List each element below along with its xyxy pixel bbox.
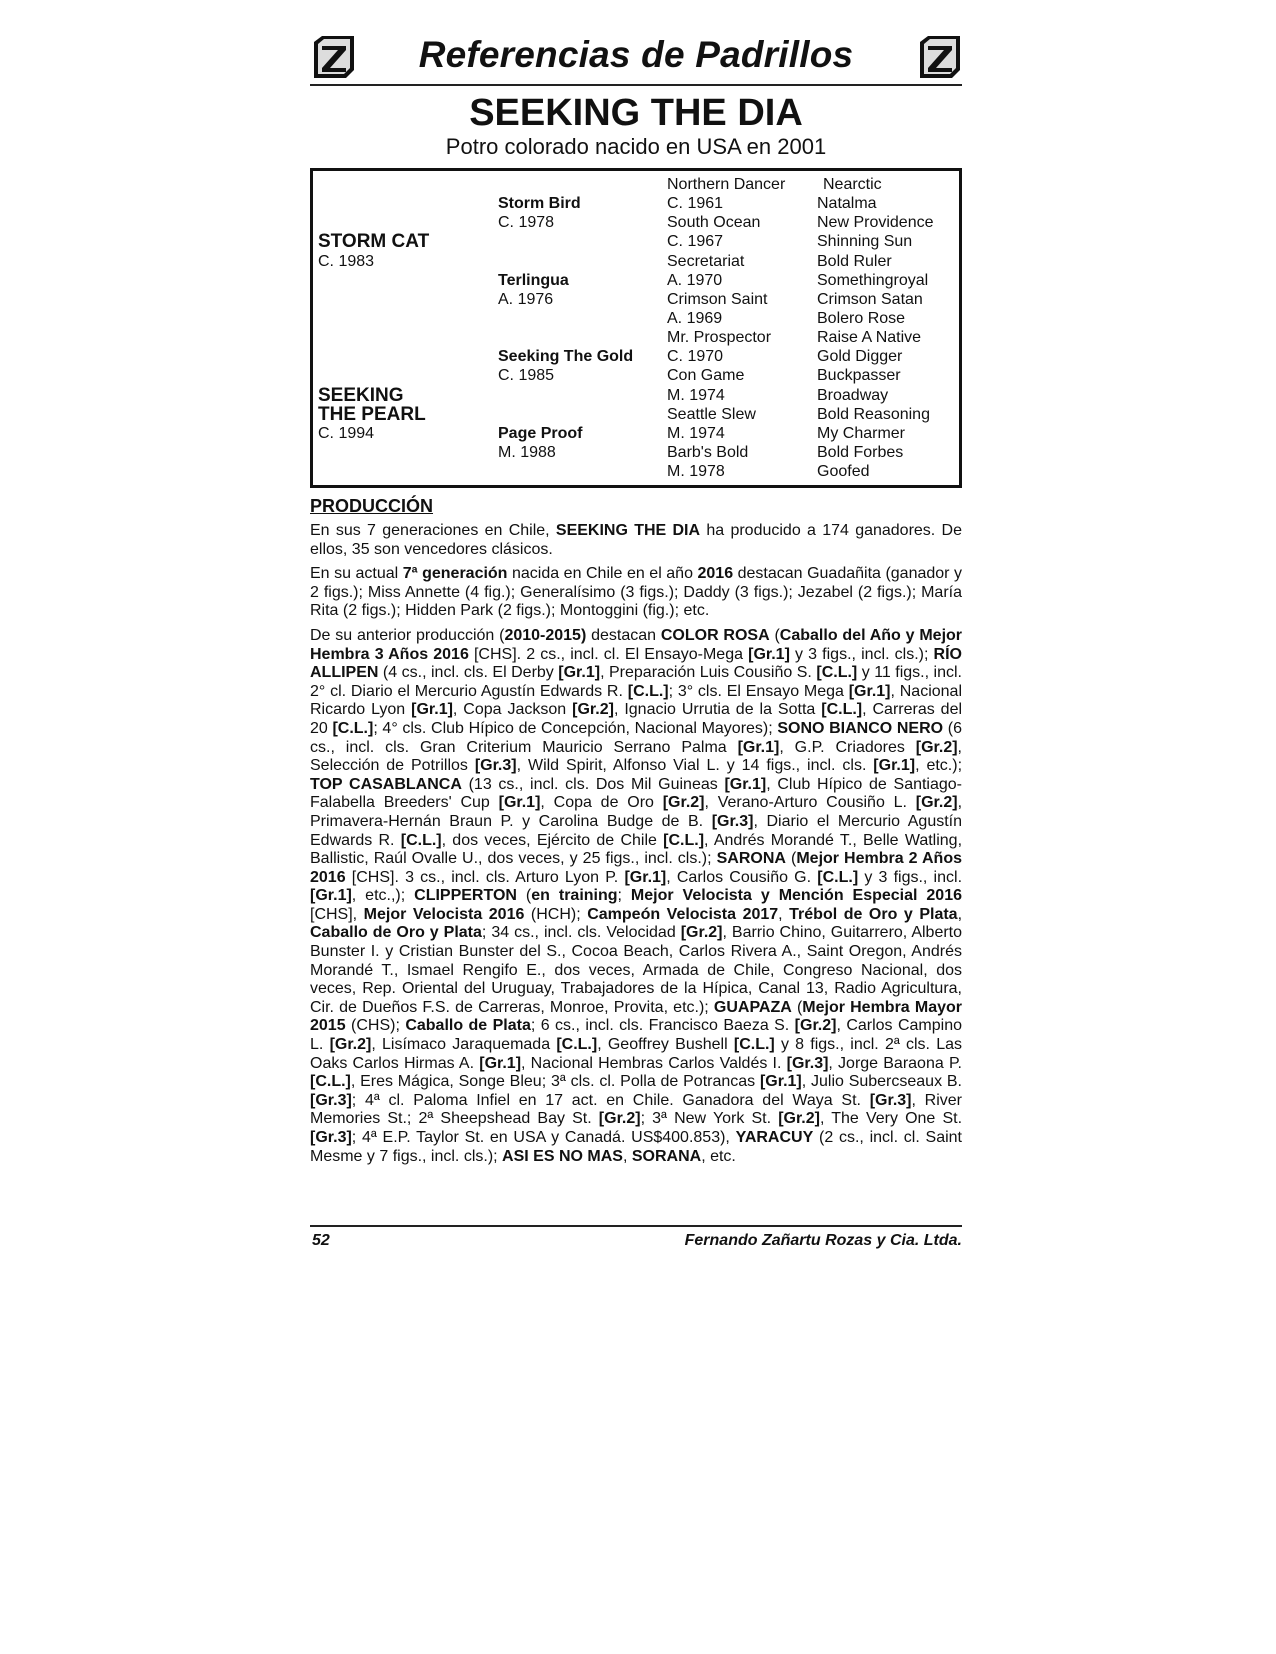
pedigree-cell: Crimson Satan (817, 291, 923, 308)
bold-text: SORANA (631, 1147, 702, 1165)
pedigree-cell: M. 1978 (667, 463, 725, 480)
bold-text: [C.L.] (556, 1036, 598, 1054)
bold-text: [Gr.2] (329, 1036, 372, 1054)
pedigree-cell: C. 1978 (498, 214, 555, 231)
pedigree-cell: Shinning Sun (817, 233, 913, 250)
pedigree-cell: M. 1988 (498, 444, 556, 461)
bold-text: COLOR ROSA (660, 626, 770, 644)
pedigree-cell: Buckpasser (817, 367, 901, 384)
pedigree-cell: A. 1976 (498, 291, 554, 308)
pedigree-row (313, 424, 959, 443)
bold-text: [Gr.1] (498, 794, 541, 812)
pedigree-cell: M. 1974 (667, 387, 725, 404)
bold-text: GUAPAZA (713, 998, 792, 1016)
bold-text: Mejor Velocista 2016 (363, 905, 525, 923)
pedigree-cell: C. 1983 (318, 253, 375, 270)
pedigree-cell: Page Proof (498, 425, 583, 442)
pedigree-cell: C. 1970 (667, 348, 724, 365)
bold-text: Mejor Velocista y Mención Especial 2016 (630, 887, 963, 905)
bold-text: YARACUY (735, 1129, 814, 1146)
bold-text: en training (531, 887, 618, 905)
sire-description: Potro colorado nacido en USA en 2001 (445, 134, 827, 159)
bold-text: [C.L.] (816, 664, 858, 682)
bold-text: [Gr.2] (778, 1110, 820, 1128)
page-number: 52 (312, 1232, 330, 1249)
bold-text: [Gr.1] (724, 775, 767, 793)
pedigree-row (313, 232, 959, 251)
pedigree-cell: Raise A Native (817, 329, 922, 346)
bold-text: Mejor Hembra 2 Años 2016 (310, 850, 963, 886)
bold-text: [Gr.3] (869, 1091, 912, 1109)
bold-text: ASI ES NO MAS (502, 1147, 623, 1165)
pedigree-cell: Seattle Slew (667, 406, 756, 423)
publisher-logo-right (916, 34, 962, 80)
pedigree-row (313, 271, 959, 290)
pedigree-cell: M. 1974 (667, 425, 725, 442)
bold-text: [Gr.2] (915, 738, 958, 756)
pedigree-cell: Bold Reasoning (817, 406, 930, 423)
pedigree-row (313, 290, 959, 309)
bold-text: 2016 (697, 565, 734, 583)
bold-text: [C.L.] (627, 682, 669, 700)
bold-text: [Gr.3] (310, 1091, 352, 1109)
pedigree-row (313, 462, 959, 481)
pedigree-cell: Bold Ruler (817, 253, 892, 270)
pedigree-cell: THE PEARL (318, 404, 426, 425)
bold-text: [C.L.] (733, 1036, 775, 1054)
pedigree-cell: Goofed (817, 463, 870, 480)
bold-text: [Gr.1] (310, 887, 352, 905)
bold-text: [C.L.] (663, 831, 705, 849)
bold-text: [Gr.3] (711, 812, 754, 830)
bold-text: SARONA (716, 850, 786, 868)
bold-text: [Gr.2] (680, 924, 723, 942)
bold-text: [Gr.1] (624, 868, 667, 886)
bold-text: [Gr.1] (411, 701, 453, 719)
pedigree-cell: Broadway (817, 387, 889, 404)
pedigree-cell: A. 1970 (667, 272, 723, 289)
pedigree-cell: C. 1994 (318, 425, 375, 442)
bold-text: [Gr.3] (474, 757, 517, 775)
pedigree-cell: Bold Forbes (817, 444, 904, 461)
pedigree-cell: Bolero Rose (817, 310, 906, 327)
pedigree-cell: Storm Bird (498, 195, 581, 212)
pedigree-cell: Gold Digger (817, 348, 903, 365)
bold-text: [C.L.] (332, 719, 374, 737)
bold-text: Campeón Velocista 2017 (587, 905, 779, 923)
page-header-title: Referencias de Padrillos (418, 34, 854, 75)
paragraph: En sus 7 generaciones en Chile, SEEKING THE DIA ha producido a 174 ganadores. De ellos, 35 son vencedores clásicos. (310, 522, 962, 558)
publisher-name: Fernando Zañartu Rozas y Cia. Ltda. (684, 1232, 962, 1249)
pedigree-cell: Northern Dancer (667, 176, 786, 193)
pedigree-cell: C. 1961 (667, 195, 724, 212)
bold-text: RÍO ALLIPEN (310, 645, 962, 682)
pedigree-cell: Natalma (817, 195, 877, 212)
bold-text: Trébol de Oro y Plata (789, 905, 958, 923)
bold-text: [Gr.1] (848, 682, 891, 700)
pedigree-row (313, 213, 959, 232)
bold-text: Caballo de Plata (405, 1017, 531, 1035)
bold-text: [Gr.1] (479, 1054, 522, 1072)
pedigree-cell: Barb's Bold (667, 444, 749, 461)
bold-text: [Gr.3] (786, 1054, 829, 1072)
bold-text: [Gr.2] (915, 794, 958, 812)
sire-name: SEEKING THE DIA (469, 92, 803, 134)
document-page (310, 30, 962, 1172)
bold-text: [C.L.] (310, 1073, 351, 1091)
bold-text: SEEKING THE DIA (555, 522, 701, 539)
pedigree-cell: STORM CAT (318, 231, 430, 252)
pedigree-row (313, 252, 959, 271)
pedigree-row (313, 194, 959, 213)
pedigree-cell: C. 1967 (667, 233, 724, 250)
bold-text: [Gr.2] (662, 794, 705, 812)
pedigree-row (313, 175, 959, 194)
paragraph: De su anterior producción (2010-2015) destacan COLOR ROSA (Caballo del Año y Mejor Hembra 3 Años 2016 [CHS]. 2 cs., incl. cl. El Ensayo-Mega [Gr.1] y 3 figs., incl. cls.); RÍO ALLIPEN (4 cs., incl. cls. El Derby [Gr.1], Preparación Luis Cousiño S. [C.L.] y 11 figs., incl. 2° cl. Diario el Mercurio Agustín Edwards R. [C.L.]; 3° cls. El Ensayo Mega [Gr.1], Nacional Ricardo Lyon [Gr.1], Copa Jackson [Gr.2], Ignacio Urrutia de la Sotta [C.L.], Carreras del 20 [C.L.]; 4° cls. Club Hípico de Concepción, Nacional Mayores); SONO BIANCO NERO (6 cs., incl. cls. Gran Criterium Mauricio Serrano Palma [Gr.1], G.P. Criadores [Gr.2], Selección de Potrillos [Gr.3], Wild Spirit, Alfonso Vial L. y 14 figs., incl. cls. [Gr.1], etc.); TOP CASABLANCA (13 cs., incl. cls. Dos Mil Guineas [Gr.1], Club Hípico de Santiago-Falabella Breeders' Cup [Gr.1], Copa de Oro [Gr.2], Verano-Arturo Cousiño L. [Gr.2], Primavera-Hernán Braun P. y Carolina Budge de B. [Gr.3], Diario el Mercurio Agustín Edwards R. [C.L.], dos veces, Ejército de Chile [C.L.], Andrés Morandé T., Belle Watling, Ballistic, Raúl Ovalle U., dos veces, y 25 figs., incl. cls.); SARONA (Mejor Hembra 2 Años 2016 [CHS]. 3 cs., incl. cls. Arturo Lyon P. [Gr.1], Carlos Cousiño G. [C.L.] y 3 figs., incl. [Gr.1], etc.,); CLIPPERTON (en training; Mejor Velocista y Mención Especial 2016 [CHS], Mejor Velocista 2016 (HCH); Campeón Velocista 2017, Trébol de Oro y Plata, Caballo de Oro y Plata; 34 cs., incl. cls. Velocidad [Gr.2], Barrio Chino, Guitarrero, Alberto Bunster I. y Cristian Bunster del S., Cocoa Beach, Carlos Rivera A., Saint Oregon, Andrés Morandé T., Ismael Rengifo E., dos veces, Armada de Chile, Congreso Nacional, dos veces, Rep. Oriental del Uruguay, Trabajadores de la Hípica, Canal 13, Radio Agricultura, Cir. de Dueños F.S. de Carreras, Monroe, Provita, etc.); GUAPAZA (Mejor Hembra Mayor 2015 (CHS); Caballo de Plata; 6 cs., incl. cls. Francisco Baeza S. [Gr.2], Carlos Campino L. [Gr.2], Lisímaco Jaraquemada [C.L.], Geoffrey Bushell [C.L.] y 8 figs., incl. 2ª cls. Las Oaks Carlos Hirmas A. [Gr.1], Nacional Hembras Carlos Valdés I. [Gr.3], Jorge Baraona P. [C.L.], Eres Mágica, Songe Bleu; 3ª cls. cl. Polla de Potrancas [Gr.1], Julio Subercseaux B. [Gr.3]; 4ª cl. Paloma Infiel en 17 act. en Chile. Ganadora del Waya St. [Gr.3], River Memories St.; 2ª Sheepshead Bay St. [Gr.2]; 3ª New York St. [Gr.2], The Very One St. [Gr.3]; 4ª E.P. Taylor St. en USA y Canadá. US$400.853), YARACUY (2 cs., incl. cl. Saint Mesme y 7 figs., incl. cls.); ASI ES NO MAS, SORANA, etc. (310, 626, 963, 1165)
bold-text: TOP CASABLANCA (310, 775, 462, 793)
bold-text: [Gr.2] (572, 701, 614, 719)
pedigree-cell: South Ocean (667, 214, 761, 231)
pedigree-cell: Somethingroyal (817, 272, 929, 289)
paragraph: En su actual 7ª generación nacida en Chile en el año 2016 destacan Guadañita (ganador y 2 figs.); Miss Annette (4 fig.); Generalísimo (3 figs.); Daddy (3 figs.); Jezabel (2 figs.); María Rita (2 figs.); Hidden Park (2 figs.); Montoggini (fig.); etc. (310, 565, 963, 620)
page-header (310, 30, 962, 86)
pedigree-row (313, 366, 959, 385)
pedigree-row (313, 309, 959, 328)
bold-text: [Gr.1] (558, 664, 601, 682)
pedigree-cell: Mr. Prospector (667, 329, 772, 346)
production-text (310, 522, 962, 1166)
bold-text: [Gr.2] (794, 1017, 837, 1035)
pedigree-cell: Secretariat (667, 253, 745, 270)
pedigree-cell: Nearctic (823, 176, 882, 193)
bold-text: Caballo de Oro y Plata (310, 924, 482, 942)
bold-text: CLIPPERTON (414, 887, 517, 905)
pedigree-cell: C. 1985 (498, 367, 555, 384)
pedigree-cell: Crimson Saint (667, 291, 768, 308)
bold-text: [C.L.] (817, 868, 859, 886)
bold-text: Mejor Hembra Mayor 2015 (310, 998, 962, 1035)
bold-text: [Gr.3] (310, 1129, 352, 1146)
pedigree-cell: Con Game (667, 367, 745, 384)
pedigree-cell: New Providence (817, 214, 934, 231)
pedigree-cell: My Charmer (817, 425, 906, 442)
bold-text: Caballo del Año y Mejor Hembra 3 Años 2016 (310, 626, 963, 663)
bold-text: [Gr.1] (748, 645, 790, 663)
pedigree-row (313, 386, 959, 405)
bold-text: [Gr.1] (873, 757, 916, 775)
pedigree-row (313, 328, 959, 347)
bold-text: [Gr.1] (737, 738, 780, 756)
pedigree-table (310, 168, 962, 488)
pedigree-cell: Terlingua (498, 272, 569, 289)
pedigree-row (313, 443, 959, 462)
bold-text: [Gr.1] (759, 1073, 802, 1091)
bold-text: [Gr.2] (598, 1110, 641, 1128)
bold-text: SONO BIANCO NERO (777, 719, 944, 737)
section-title: PRODUCCIÓN (310, 496, 434, 516)
bold-text: 7ª generación (402, 565, 508, 583)
pedigree-row (313, 347, 959, 366)
pedigree-cell: Seeking The Gold (498, 348, 634, 365)
bold-text: 2010-2015) (504, 626, 587, 644)
bold-text: [C.L.] (400, 831, 442, 849)
pedigree-row (313, 405, 959, 424)
pedigree-cell: SEEKING (318, 385, 404, 406)
page-footer (310, 1225, 962, 1253)
pedigree-cell: A. 1969 (667, 310, 723, 327)
bold-text: [C.L.] (821, 701, 863, 719)
